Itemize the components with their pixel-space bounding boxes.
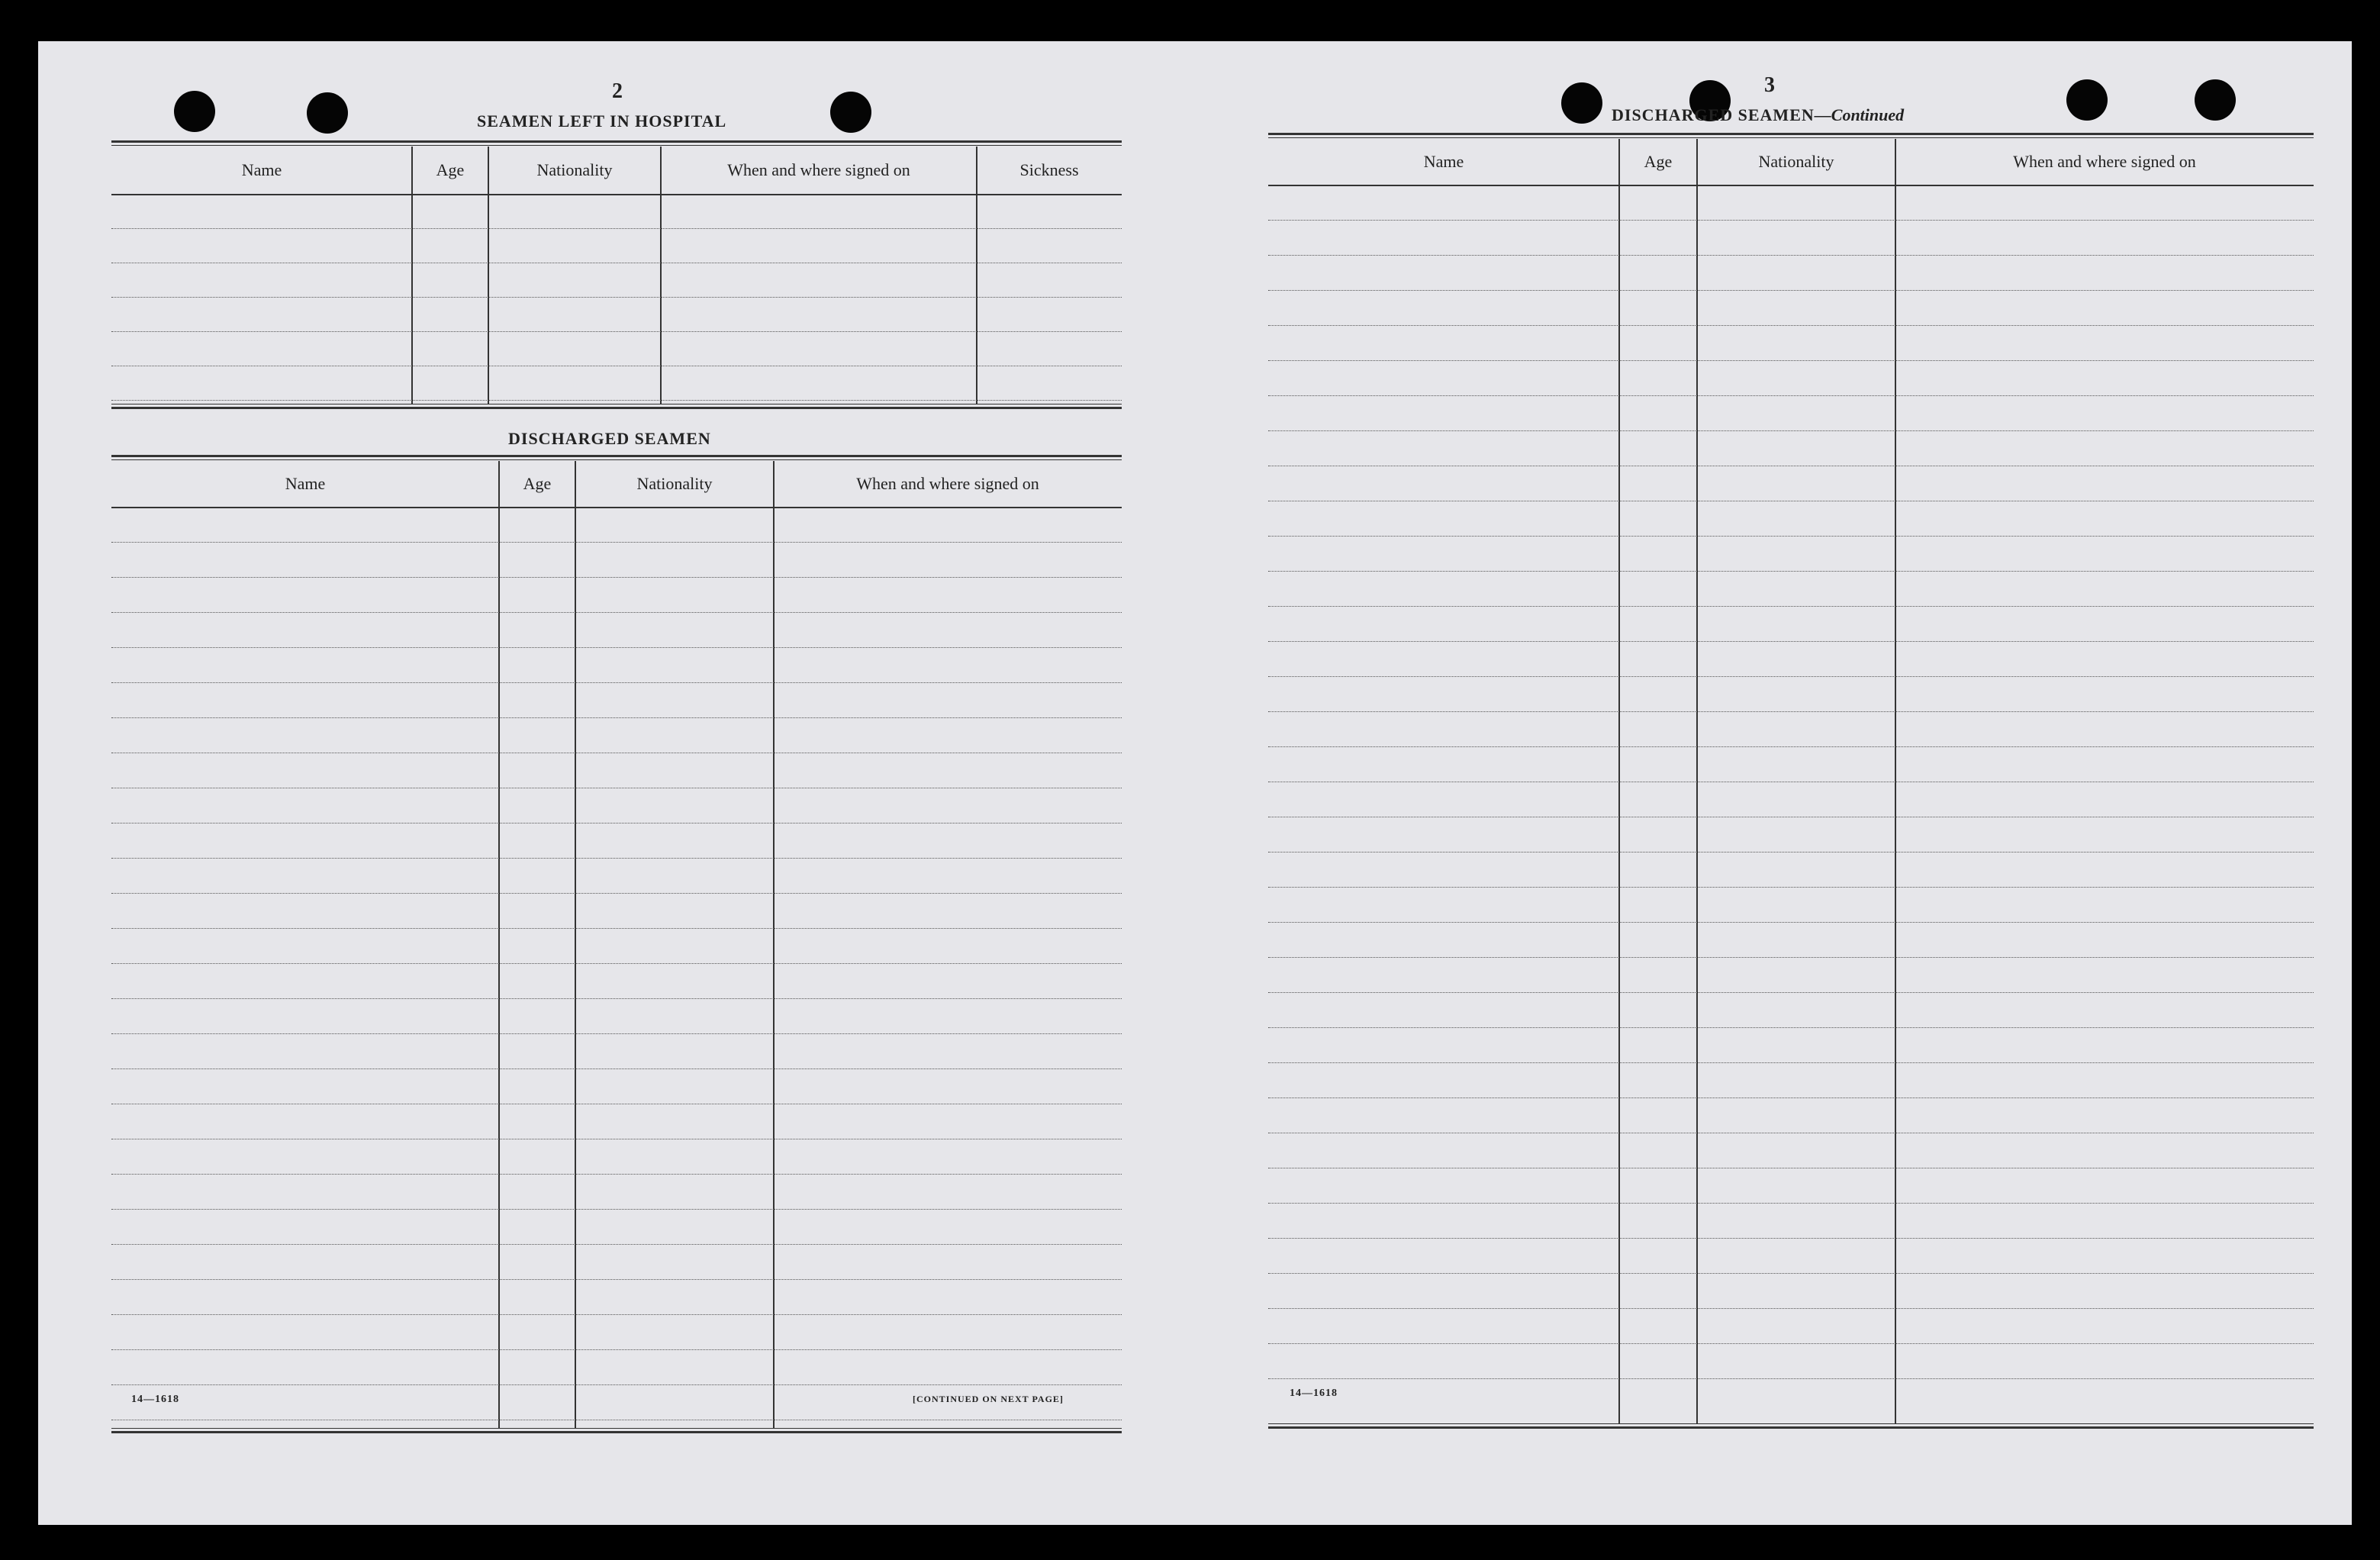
table-row[interactable] bbox=[1268, 1308, 2314, 1344]
table-row[interactable] bbox=[1268, 466, 2314, 501]
punch-hole bbox=[174, 91, 215, 132]
table-row[interactable] bbox=[1268, 185, 2314, 221]
continued-section-title bbox=[1612, 105, 1904, 125]
column-header: Nationality bbox=[1758, 152, 1834, 171]
table-row[interactable] bbox=[111, 577, 1122, 613]
discharged-continued-table bbox=[1268, 133, 2314, 1429]
table-row[interactable] bbox=[111, 1033, 1122, 1069]
table-row[interactable] bbox=[111, 682, 1122, 718]
table-row[interactable] bbox=[111, 998, 1122, 1034]
table-row[interactable] bbox=[111, 753, 1122, 788]
table-row[interactable] bbox=[111, 1209, 1122, 1245]
table-row[interactable] bbox=[111, 228, 1122, 263]
table-row[interactable] bbox=[111, 1279, 1122, 1315]
table-row[interactable] bbox=[111, 647, 1122, 683]
table-bottom-rule bbox=[111, 1428, 1122, 1433]
table-row[interactable] bbox=[111, 928, 1122, 964]
punch-hole bbox=[2195, 79, 2236, 121]
table-row[interactable] bbox=[1268, 957, 2314, 993]
table-row[interactable] bbox=[1268, 571, 2314, 607]
table-row[interactable] bbox=[1268, 1203, 2314, 1239]
column-header: Name bbox=[285, 474, 326, 493]
table-row[interactable] bbox=[111, 507, 1122, 543]
discharged-section-title: DISCHARGED SEAMEN bbox=[508, 429, 711, 448]
table-row[interactable] bbox=[1268, 255, 2314, 291]
table-row[interactable] bbox=[1268, 220, 2314, 256]
table-row[interactable] bbox=[111, 717, 1122, 753]
table-row[interactable] bbox=[1268, 992, 2314, 1028]
table-top-rule bbox=[111, 455, 1122, 460]
discharged-table bbox=[111, 455, 1122, 1433]
table-row[interactable] bbox=[1268, 852, 2314, 888]
column-header: When and where signed on bbox=[727, 160, 910, 179]
table-row[interactable] bbox=[1268, 817, 2314, 853]
column-header: Age bbox=[436, 160, 465, 179]
table-bottom-rule bbox=[111, 404, 1122, 409]
table-row[interactable] bbox=[111, 263, 1122, 298]
form-number-left: 14—1618 bbox=[131, 1394, 179, 1405]
form-number-right: 14—1618 bbox=[1290, 1388, 1338, 1399]
table-row[interactable] bbox=[111, 823, 1122, 859]
table-header bbox=[111, 461, 1122, 508]
table-row[interactable] bbox=[1268, 1343, 2314, 1379]
table-row[interactable] bbox=[111, 1244, 1122, 1280]
table-row[interactable] bbox=[1268, 641, 2314, 677]
table-header bbox=[111, 147, 1122, 195]
column-header: Name bbox=[1423, 152, 1464, 171]
hospital-section-title: SEAMEN LEFT IN HOSPITAL bbox=[477, 111, 727, 131]
table-row[interactable] bbox=[1268, 922, 2314, 958]
table-row[interactable] bbox=[111, 1174, 1122, 1210]
column-header: When and where signed on bbox=[2013, 152, 2196, 171]
table-row[interactable] bbox=[1268, 1273, 2314, 1309]
table-row[interactable] bbox=[1268, 1097, 2314, 1133]
table-top-rule bbox=[1268, 133, 2314, 138]
table-row[interactable] bbox=[1268, 536, 2314, 572]
punch-hole bbox=[830, 92, 871, 133]
table-row[interactable] bbox=[111, 963, 1122, 999]
table-header bbox=[1268, 139, 2314, 186]
table-row[interactable] bbox=[1268, 711, 2314, 747]
column-header: Age bbox=[523, 474, 552, 493]
column-header: Nationality bbox=[636, 474, 713, 493]
table-row[interactable] bbox=[111, 1139, 1122, 1175]
table-row[interactable] bbox=[1268, 676, 2314, 712]
table-row[interactable] bbox=[111, 1104, 1122, 1139]
table-row[interactable] bbox=[111, 297, 1122, 332]
table-row[interactable] bbox=[111, 788, 1122, 824]
page-number-left: 2 bbox=[612, 79, 623, 103]
table-row[interactable] bbox=[1268, 1027, 2314, 1063]
table-row[interactable] bbox=[111, 858, 1122, 894]
table-bottom-rule bbox=[1268, 1423, 2314, 1429]
table-row[interactable] bbox=[1268, 1133, 2314, 1168]
punch-hole bbox=[307, 92, 348, 134]
page-number-right: 3 bbox=[1764, 73, 1775, 97]
table-row[interactable] bbox=[1268, 325, 2314, 361]
table-row[interactable] bbox=[1268, 290, 2314, 326]
table-row[interactable] bbox=[1268, 782, 2314, 817]
table-row[interactable] bbox=[1268, 395, 2314, 431]
form-sheet bbox=[38, 41, 2352, 1525]
table-row[interactable] bbox=[111, 1349, 1122, 1385]
table-row[interactable] bbox=[111, 893, 1122, 929]
column-header: Age bbox=[1644, 152, 1673, 171]
table-row[interactable] bbox=[1268, 501, 2314, 537]
table-row[interactable] bbox=[1268, 746, 2314, 782]
continued-section-title-main: DISCHARGED SEAMEN bbox=[1612, 105, 1815, 124]
table-row[interactable] bbox=[111, 366, 1122, 401]
continued-note: [CONTINUED ON NEXT PAGE] bbox=[913, 1394, 1064, 1404]
table-row[interactable] bbox=[1268, 1238, 2314, 1274]
table-row[interactable] bbox=[1268, 887, 2314, 923]
table-row[interactable] bbox=[1268, 430, 2314, 466]
punch-hole bbox=[1561, 82, 1602, 124]
column-header: Sickness bbox=[1019, 160, 1079, 179]
hospital-table bbox=[111, 140, 1122, 409]
column-header: Nationality bbox=[536, 160, 613, 179]
column-header: Name bbox=[241, 160, 282, 179]
table-row[interactable] bbox=[1268, 606, 2314, 642]
continued-section-title-suffix: —Continued bbox=[1814, 105, 1905, 124]
table-row[interactable] bbox=[111, 1314, 1122, 1350]
table-row[interactable] bbox=[1268, 360, 2314, 396]
punch-hole bbox=[2066, 79, 2108, 121]
column-header: When and where signed on bbox=[856, 474, 1039, 493]
table-row[interactable] bbox=[111, 542, 1122, 578]
table-row[interactable] bbox=[111, 1068, 1122, 1104]
table-row[interactable] bbox=[1268, 1168, 2314, 1204]
table-row[interactable] bbox=[111, 194, 1122, 229]
table-row[interactable] bbox=[111, 612, 1122, 648]
table-row[interactable] bbox=[111, 331, 1122, 366]
table-row[interactable] bbox=[1268, 1062, 2314, 1098]
table-top-rule bbox=[111, 140, 1122, 146]
